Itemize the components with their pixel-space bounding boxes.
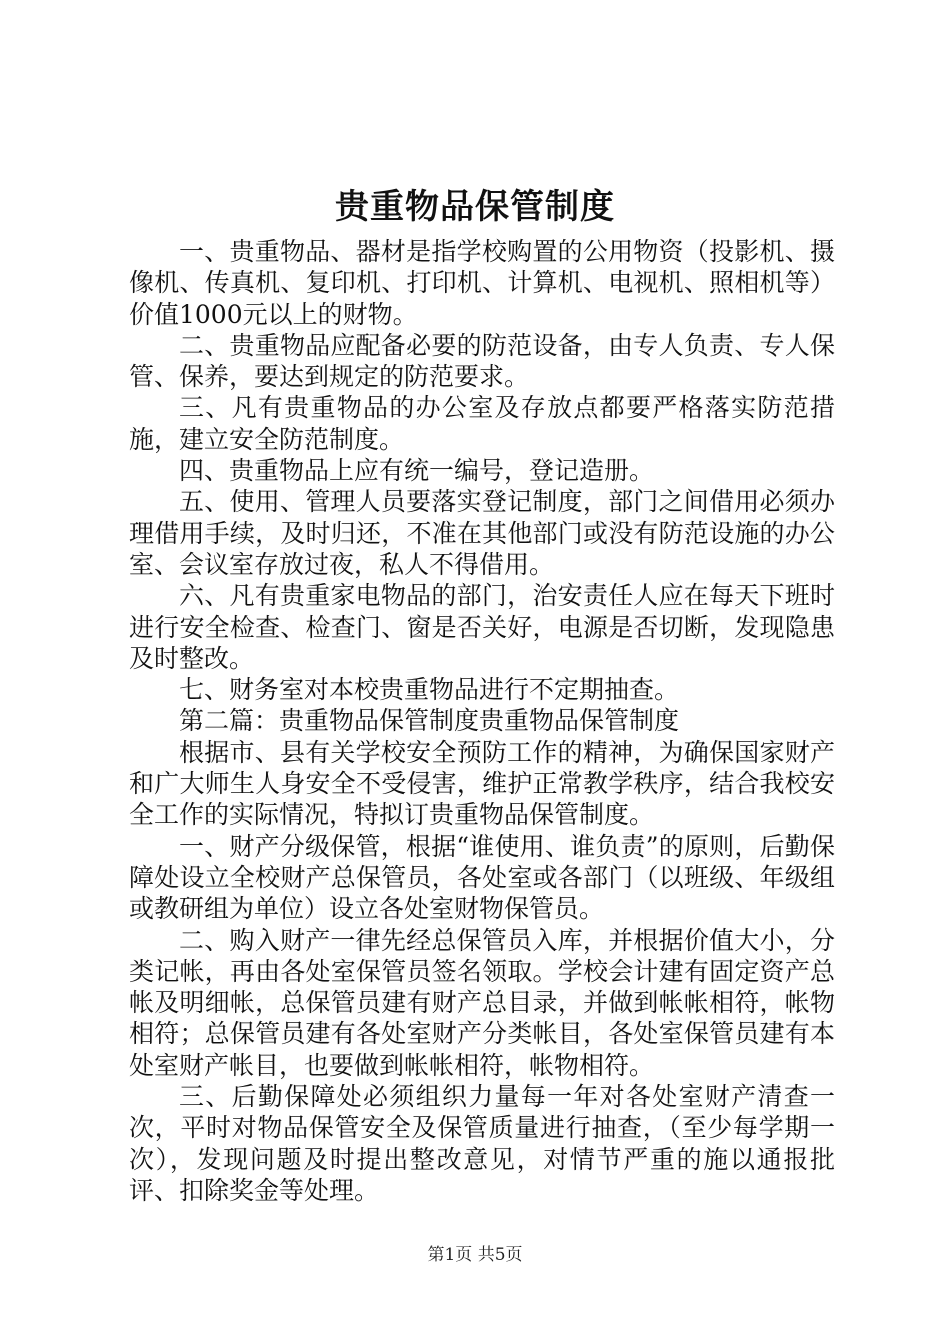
paragraph-8: 根据市、县有关学校安全预防工作的精神，为确保国家财产和广大师生人身安全不受侵害，维护正常教学秩序，结合我校安全工作的实际情况，特拟订贵重物品保管制度。 (129, 737, 835, 830)
page-number-footer: 第1页 共5页 (427, 1245, 523, 1265)
document-title: 贵重物品保管制度 (335, 187, 615, 227)
paragraph-11: 三、后勤保障处必须组织力量每一年对各处室财产清查一次，平时对物品保管安全及保管质量进行抽查，（至少每学期一次），发现问题及时提出整改意见，对情节严重的施以通报批评、扣除奖金等处理。 (129, 1082, 835, 1205)
paragraph-7: 七、财务室对本校贵重物品进行不定期抽查。 (179, 675, 680, 705)
paragraph-4: 四、贵重物品上应有统一编号，登记造册。 (179, 456, 655, 486)
paragraph-2: 二、贵重物品应配备必要的防范设备，由专人负责、专人保管、保养，要达到规定的防范要求。 (129, 330, 835, 392)
paragraph-3: 三、凡有贵重物品的办公室及存放点都要严格落实防范措施，建立安全防范制度。 (129, 393, 835, 454)
paragraph-6: 六、凡有贵重家电物品的部门，治安责任人应在每天下班时进行安全检查、检查门、窗是否关好，电源是否切断，发现隐患及时整改。 (129, 581, 835, 673)
paragraph-9: 一、财产分级保管，根据“谁使用、谁负责”的原则，后勤保障处设立全校财产总保管员，各处室或各部门（以班级、年级组或教研组为单位）设立各处室财物保管员。 (129, 831, 835, 924)
section-heading-2: 第二篇：贵重物品保管制度贵重物品保管制度 (179, 706, 680, 736)
paragraph-1: 一、贵重物品、器材是指学校购置的公用物资（投影机、摄像机、传真机、复印机、打印机、计算机、电视机、照相机等）价值1000元以上的财物。 (129, 237, 835, 329)
paragraph-10: 二、购入财产一律先经总保管员入库，并根据价值大小，分类记帐，再由各处室保管员签名领取。学校会计建有固定资产总帐及明细帐，总保管员建有财产总目录，并做到帐帐相符，帐物相符；总保管员建有各处室财产分类帐目，各处室保管员建有本处室财产帐目，也要做到帐帐相符，帐物相符。 (129, 925, 835, 1080)
document-body (129, 236, 835, 1206)
paragraph-5: 五、使用、管理人员要落实登记制度，部门之间借用必须办理借用手续，及时归还，不准在其他部门或没有防范设施的办公室、会议室存放过夜，私人不得借用。 (129, 487, 835, 579)
